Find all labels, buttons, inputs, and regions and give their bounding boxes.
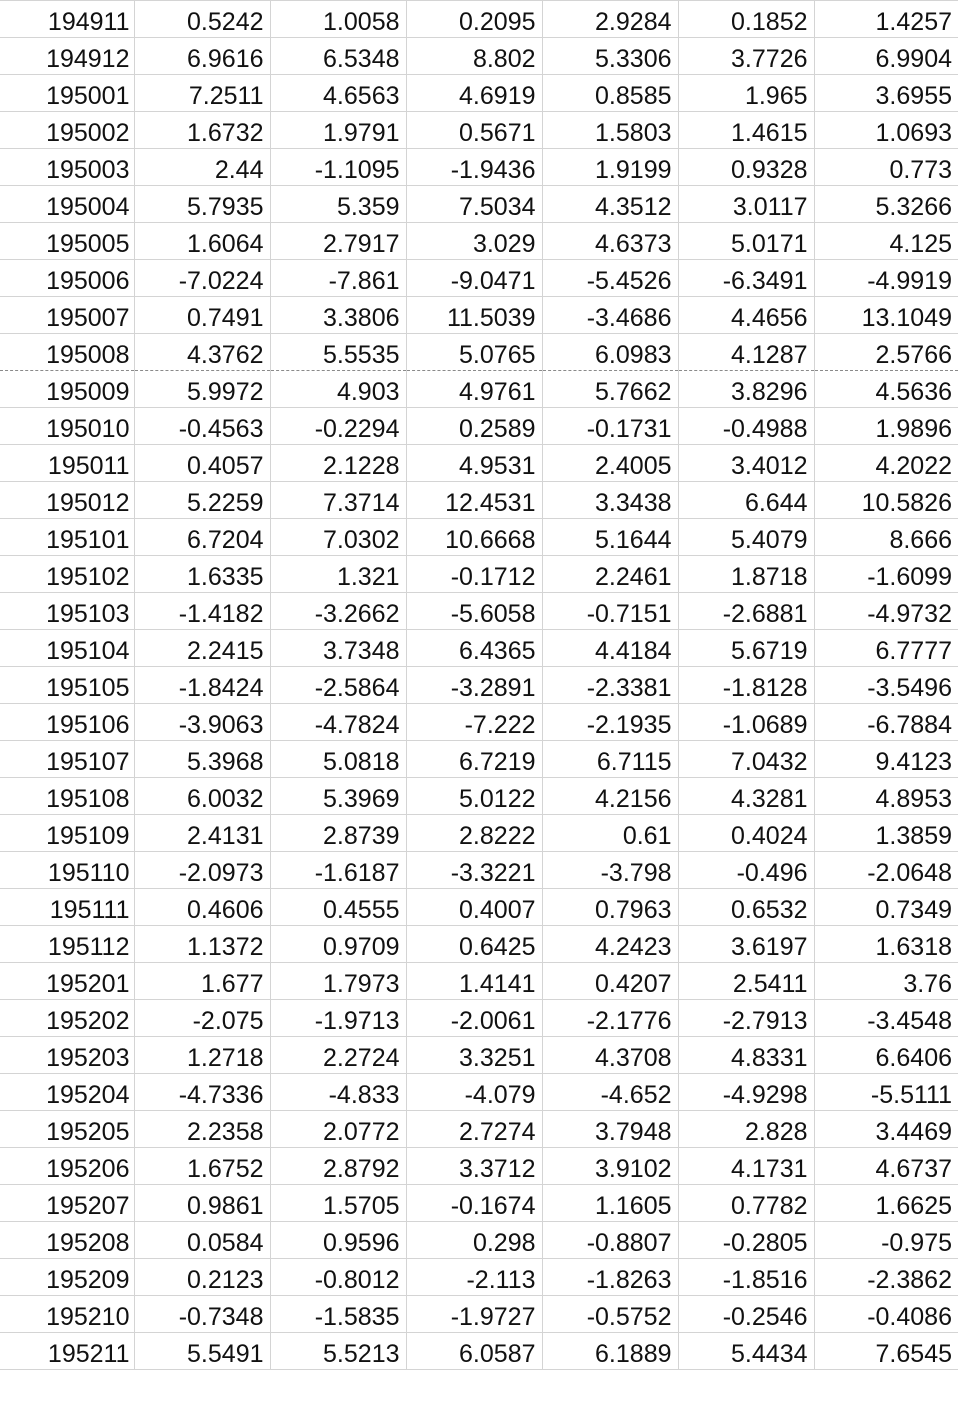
value-cell[interactable]: 1.6625: [814, 1185, 958, 1222]
date-cell[interactable]: 195102: [0, 556, 134, 593]
value-cell[interactable]: 3.7726: [678, 38, 814, 75]
table-row: [0, 556, 958, 593]
value-cell[interactable]: 7.0432: [678, 741, 814, 778]
date-cell[interactable]: 195101: [0, 519, 134, 556]
table-row: [0, 778, 958, 815]
value-cell[interactable]: 3.3438: [542, 482, 678, 519]
value-cell[interactable]: -0.975: [814, 1222, 958, 1259]
value-cell[interactable]: 0.7349: [814, 889, 958, 926]
value-cell[interactable]: 2.7274: [406, 1111, 542, 1148]
value-cell[interactable]: -1.9727: [406, 1296, 542, 1333]
value-cell[interactable]: 1.9199: [542, 149, 678, 186]
value-cell[interactable]: -0.4086: [814, 1296, 958, 1333]
value-cell[interactable]: 6.0587: [406, 1333, 542, 1370]
table-row: [0, 1222, 958, 1259]
value-cell[interactable]: 5.3266: [814, 186, 958, 223]
value-cell[interactable]: 4.3512: [542, 186, 678, 223]
value-cell[interactable]: 4.6563: [270, 75, 406, 112]
date-cell[interactable]: 195211: [0, 1333, 134, 1370]
value-cell[interactable]: -0.2805: [678, 1222, 814, 1259]
date-cell[interactable]: 195108: [0, 778, 134, 815]
table-row: [0, 482, 958, 519]
value-cell[interactable]: 4.8953: [814, 778, 958, 815]
table-row: [0, 1111, 958, 1148]
value-cell[interactable]: 2.8792: [270, 1148, 406, 1185]
value-cell[interactable]: 3.4012: [678, 445, 814, 482]
value-cell[interactable]: 5.4434: [678, 1333, 814, 1370]
value-cell[interactable]: 2.4005: [542, 445, 678, 482]
value-cell[interactable]: 2.44: [134, 149, 270, 186]
value-cell[interactable]: 5.3969: [270, 778, 406, 815]
table-row: [0, 223, 958, 260]
value-cell[interactable]: 2.4131: [134, 815, 270, 852]
value-cell[interactable]: 9.4123: [814, 741, 958, 778]
value-cell[interactable]: 5.5535: [270, 334, 406, 371]
value-cell[interactable]: -1.6099: [814, 556, 958, 593]
value-cell[interactable]: 1.0693: [814, 112, 958, 149]
value-cell[interactable]: 1.321: [270, 556, 406, 593]
value-cell[interactable]: 4.125: [814, 223, 958, 260]
value-cell[interactable]: -1.4182: [134, 593, 270, 630]
value-cell[interactable]: -0.4988: [678, 408, 814, 445]
value-cell[interactable]: 1.677: [134, 963, 270, 1000]
date-cell[interactable]: 195202: [0, 1000, 134, 1037]
table-row: [0, 334, 958, 371]
value-cell[interactable]: 5.7662: [542, 371, 678, 408]
value-cell[interactable]: 8.802: [406, 38, 542, 75]
value-cell[interactable]: 2.2724: [270, 1037, 406, 1074]
table-row: [0, 260, 958, 297]
date-cell[interactable]: 195210: [0, 1296, 134, 1333]
table-row: [0, 630, 958, 667]
value-cell[interactable]: 5.5491: [134, 1333, 270, 1370]
value-cell[interactable]: 4.4184: [542, 630, 678, 667]
value-cell[interactable]: 3.3251: [406, 1037, 542, 1074]
value-cell[interactable]: 0.4606: [134, 889, 270, 926]
value-cell[interactable]: -5.6058: [406, 593, 542, 630]
value-cell[interactable]: 1.5803: [542, 112, 678, 149]
date-cell[interactable]: 195106: [0, 704, 134, 741]
value-cell[interactable]: -4.9919: [814, 260, 958, 297]
value-cell[interactable]: -6.3491: [678, 260, 814, 297]
date-cell[interactable]: 195104: [0, 630, 134, 667]
value-cell[interactable]: 1.9791: [270, 112, 406, 149]
value-cell[interactable]: 4.1731: [678, 1148, 814, 1185]
table-row: [0, 852, 958, 889]
value-cell[interactable]: -7.861: [270, 260, 406, 297]
value-cell[interactable]: -0.8012: [270, 1259, 406, 1296]
value-cell[interactable]: -2.6881: [678, 593, 814, 630]
table-row: [0, 149, 958, 186]
value-cell[interactable]: 7.6545: [814, 1333, 958, 1370]
value-cell[interactable]: 7.3714: [270, 482, 406, 519]
value-cell[interactable]: 1.6732: [134, 112, 270, 149]
value-cell[interactable]: 6.6406: [814, 1037, 958, 1074]
value-cell[interactable]: -2.0061: [406, 1000, 542, 1037]
value-cell[interactable]: 0.4024: [678, 815, 814, 852]
value-cell[interactable]: -2.5864: [270, 667, 406, 704]
value-cell[interactable]: 5.9972: [134, 371, 270, 408]
value-cell[interactable]: -0.2294: [270, 408, 406, 445]
value-cell[interactable]: -0.1674: [406, 1185, 542, 1222]
value-cell[interactable]: 1.3859: [814, 815, 958, 852]
value-cell[interactable]: 1.965: [678, 75, 814, 112]
value-cell[interactable]: 6.9904: [814, 38, 958, 75]
value-cell[interactable]: 5.1644: [542, 519, 678, 556]
value-cell[interactable]: 2.8222: [406, 815, 542, 852]
value-cell[interactable]: -1.1095: [270, 149, 406, 186]
value-cell[interactable]: -2.3381: [542, 667, 678, 704]
date-cell[interactable]: 195204: [0, 1074, 134, 1111]
date-cell[interactable]: 195207: [0, 1185, 134, 1222]
date-cell[interactable]: 195208: [0, 1222, 134, 1259]
value-cell[interactable]: -9.0471: [406, 260, 542, 297]
value-cell[interactable]: 1.6064: [134, 223, 270, 260]
table-row: [0, 371, 958, 408]
value-cell[interactable]: 6.0983: [542, 334, 678, 371]
value-cell[interactable]: 0.1852: [678, 1, 814, 38]
date-cell[interactable]: 195107: [0, 741, 134, 778]
date-cell[interactable]: 195001: [0, 75, 134, 112]
value-cell[interactable]: 10.5826: [814, 482, 958, 519]
value-cell[interactable]: -0.1731: [542, 408, 678, 445]
value-cell[interactable]: 0.9596: [270, 1222, 406, 1259]
table-row: [0, 1148, 958, 1185]
value-cell[interactable]: -7.222: [406, 704, 542, 741]
value-cell[interactable]: 4.6373: [542, 223, 678, 260]
value-cell[interactable]: 1.6318: [814, 926, 958, 963]
value-cell[interactable]: -0.5752: [542, 1296, 678, 1333]
value-cell[interactable]: 5.2259: [134, 482, 270, 519]
table-row: [0, 1074, 958, 1111]
value-cell[interactable]: -2.7913: [678, 1000, 814, 1037]
value-cell[interactable]: 0.5242: [134, 1, 270, 38]
value-cell[interactable]: 1.0058: [270, 1, 406, 38]
value-cell[interactable]: 4.3762: [134, 334, 270, 371]
date-cell[interactable]: 195005: [0, 223, 134, 260]
value-cell[interactable]: 3.3806: [270, 297, 406, 334]
value-cell[interactable]: 0.4207: [542, 963, 678, 1000]
table-row: [0, 741, 958, 778]
date-cell[interactable]: 195003: [0, 149, 134, 186]
date-cell[interactable]: 195008: [0, 334, 134, 371]
value-cell[interactable]: 4.4656: [678, 297, 814, 334]
value-cell[interactable]: -3.798: [542, 852, 678, 889]
value-cell[interactable]: -3.9063: [134, 704, 270, 741]
value-cell[interactable]: -0.7348: [134, 1296, 270, 1333]
value-cell[interactable]: 4.6919: [406, 75, 542, 112]
spreadsheet-body: [0, 1, 958, 1370]
value-cell[interactable]: 6.7219: [406, 741, 542, 778]
table-row: [0, 408, 958, 445]
value-cell[interactable]: 6.0032: [134, 778, 270, 815]
value-cell[interactable]: 0.7963: [542, 889, 678, 926]
table-row: [0, 112, 958, 149]
date-cell[interactable]: 195111: [0, 889, 134, 926]
value-cell[interactable]: 5.3968: [134, 741, 270, 778]
value-cell[interactable]: 6.9616: [134, 38, 270, 75]
value-cell[interactable]: -2.075: [134, 1000, 270, 1037]
date-cell[interactable]: 195205: [0, 1111, 134, 1148]
value-cell[interactable]: 12.4531: [406, 482, 542, 519]
table-row: [0, 963, 958, 1000]
value-cell[interactable]: 0.61: [542, 815, 678, 852]
date-cell[interactable]: 195004: [0, 186, 134, 223]
value-cell[interactable]: 0.0584: [134, 1222, 270, 1259]
value-cell[interactable]: -1.9436: [406, 149, 542, 186]
table-row: [0, 1185, 958, 1222]
value-cell[interactable]: 3.6197: [678, 926, 814, 963]
value-cell[interactable]: -4.9732: [814, 593, 958, 630]
date-cell[interactable]: 195002: [0, 112, 134, 149]
date-cell[interactable]: 195109: [0, 815, 134, 852]
value-cell[interactable]: 0.4057: [134, 445, 270, 482]
value-cell[interactable]: -3.4686: [542, 297, 678, 334]
value-cell[interactable]: 2.5766: [814, 334, 958, 371]
value-cell[interactable]: 5.6719: [678, 630, 814, 667]
value-cell[interactable]: 5.0122: [406, 778, 542, 815]
table-row: [0, 1000, 958, 1037]
table-row: [0, 1, 958, 38]
value-cell[interactable]: -1.8128: [678, 667, 814, 704]
value-cell[interactable]: 3.6955: [814, 75, 958, 112]
value-cell[interactable]: -1.8263: [542, 1259, 678, 1296]
table-row: [0, 445, 958, 482]
value-cell[interactable]: 6.7115: [542, 741, 678, 778]
value-cell[interactable]: 5.0171: [678, 223, 814, 260]
date-cell[interactable]: 194912: [0, 38, 134, 75]
value-cell[interactable]: -0.7151: [542, 593, 678, 630]
table-row: [0, 297, 958, 334]
value-cell[interactable]: 1.4257: [814, 1, 958, 38]
table-row: [0, 38, 958, 75]
value-cell[interactable]: 3.7948: [542, 1111, 678, 1148]
value-cell[interactable]: -5.5111: [814, 1074, 958, 1111]
value-cell[interactable]: 6.7204: [134, 519, 270, 556]
value-cell[interactable]: 5.0818: [270, 741, 406, 778]
value-cell[interactable]: -1.9713: [270, 1000, 406, 1037]
date-cell[interactable]: 195010: [0, 408, 134, 445]
value-cell[interactable]: 4.8331: [678, 1037, 814, 1074]
value-cell[interactable]: 1.9896: [814, 408, 958, 445]
date-cell[interactable]: 195103: [0, 593, 134, 630]
value-cell[interactable]: 5.0765: [406, 334, 542, 371]
value-cell[interactable]: 7.2511: [134, 75, 270, 112]
table-row: [0, 519, 958, 556]
value-cell[interactable]: -4.833: [270, 1074, 406, 1111]
date-cell[interactable]: 195201: [0, 963, 134, 1000]
value-cell[interactable]: 0.9328: [678, 149, 814, 186]
value-cell[interactable]: 1.8718: [678, 556, 814, 593]
table-row: [0, 1296, 958, 1333]
value-cell[interactable]: 0.7782: [678, 1185, 814, 1222]
date-cell[interactable]: 195006: [0, 260, 134, 297]
value-cell[interactable]: 2.7917: [270, 223, 406, 260]
value-cell[interactable]: 5.3306: [542, 38, 678, 75]
value-cell[interactable]: -2.3862: [814, 1259, 958, 1296]
value-cell[interactable]: 0.4555: [270, 889, 406, 926]
value-cell[interactable]: -1.8424: [134, 667, 270, 704]
value-cell[interactable]: 10.6668: [406, 519, 542, 556]
value-cell[interactable]: 4.1287: [678, 334, 814, 371]
value-cell[interactable]: 5.359: [270, 186, 406, 223]
value-cell[interactable]: -5.4526: [542, 260, 678, 297]
value-cell[interactable]: 3.7348: [270, 630, 406, 667]
value-cell[interactable]: -3.2662: [270, 593, 406, 630]
date-cell[interactable]: 195007: [0, 297, 134, 334]
value-cell[interactable]: -2.0973: [134, 852, 270, 889]
value-cell[interactable]: -2.0648: [814, 852, 958, 889]
table-row: [0, 1037, 958, 1074]
value-cell[interactable]: 1.6335: [134, 556, 270, 593]
value-cell[interactable]: 1.2718: [134, 1037, 270, 1074]
value-cell[interactable]: -2.1935: [542, 704, 678, 741]
value-cell[interactable]: 1.1605: [542, 1185, 678, 1222]
value-cell[interactable]: 2.1228: [270, 445, 406, 482]
date-cell[interactable]: 195012: [0, 482, 134, 519]
value-cell[interactable]: 8.666: [814, 519, 958, 556]
value-cell[interactable]: 0.2123: [134, 1259, 270, 1296]
date-cell[interactable]: 195009: [0, 371, 134, 408]
date-cell[interactable]: 195105: [0, 667, 134, 704]
value-cell[interactable]: -3.3221: [406, 852, 542, 889]
value-cell[interactable]: 3.029: [406, 223, 542, 260]
value-cell[interactable]: 0.773: [814, 149, 958, 186]
value-cell[interactable]: 0.2095: [406, 1, 542, 38]
value-cell[interactable]: 2.2415: [134, 630, 270, 667]
value-cell[interactable]: 2.9284: [542, 1, 678, 38]
value-cell[interactable]: -1.8516: [678, 1259, 814, 1296]
value-cell[interactable]: 4.3708: [542, 1037, 678, 1074]
value-cell[interactable]: 13.1049: [814, 297, 958, 334]
value-cell[interactable]: 5.7935: [134, 186, 270, 223]
value-cell[interactable]: -3.4548: [814, 1000, 958, 1037]
value-cell[interactable]: 1.5705: [270, 1185, 406, 1222]
value-cell[interactable]: 4.2423: [542, 926, 678, 963]
value-cell[interactable]: 6.644: [678, 482, 814, 519]
date-cell[interactable]: 195112: [0, 926, 134, 963]
value-cell[interactable]: 4.5636: [814, 371, 958, 408]
value-cell[interactable]: -6.7884: [814, 704, 958, 741]
table-row: [0, 593, 958, 630]
value-cell[interactable]: 5.5213: [270, 1333, 406, 1370]
value-cell[interactable]: 6.7777: [814, 630, 958, 667]
value-cell[interactable]: -3.5496: [814, 667, 958, 704]
value-cell[interactable]: 11.5039: [406, 297, 542, 334]
value-cell[interactable]: 0.9861: [134, 1185, 270, 1222]
value-cell[interactable]: 4.3281: [678, 778, 814, 815]
date-cell[interactable]: 195209: [0, 1259, 134, 1296]
value-cell[interactable]: 0.5671: [406, 112, 542, 149]
table-row: [0, 75, 958, 112]
value-cell[interactable]: -1.5835: [270, 1296, 406, 1333]
value-cell[interactable]: 1.6752: [134, 1148, 270, 1185]
value-cell[interactable]: -0.8807: [542, 1222, 678, 1259]
value-cell[interactable]: 3.8296: [678, 371, 814, 408]
value-cell[interactable]: -7.0224: [134, 260, 270, 297]
date-cell[interactable]: 195206: [0, 1148, 134, 1185]
value-cell[interactable]: 5.4079: [678, 519, 814, 556]
value-cell[interactable]: -4.079: [406, 1074, 542, 1111]
table-row: [0, 186, 958, 223]
value-cell[interactable]: -1.6187: [270, 852, 406, 889]
value-cell[interactable]: 0.6532: [678, 889, 814, 926]
value-cell[interactable]: -0.496: [678, 852, 814, 889]
value-cell[interactable]: 1.4615: [678, 112, 814, 149]
table-row: [0, 704, 958, 741]
value-cell[interactable]: -0.1712: [406, 556, 542, 593]
value-cell[interactable]: 1.1372: [134, 926, 270, 963]
value-cell[interactable]: 2.0772: [270, 1111, 406, 1148]
date-cell[interactable]: 195110: [0, 852, 134, 889]
value-cell[interactable]: 4.9531: [406, 445, 542, 482]
value-cell[interactable]: 4.9761: [406, 371, 542, 408]
date-cell[interactable]: 195203: [0, 1037, 134, 1074]
value-cell[interactable]: 2.8739: [270, 815, 406, 852]
value-cell[interactable]: 6.5348: [270, 38, 406, 75]
value-cell[interactable]: -4.7336: [134, 1074, 270, 1111]
value-cell[interactable]: 4.2156: [542, 778, 678, 815]
value-cell[interactable]: 0.6425: [406, 926, 542, 963]
date-cell[interactable]: 194911: [0, 1, 134, 38]
value-cell[interactable]: 0.4007: [406, 889, 542, 926]
value-cell[interactable]: -2.113: [406, 1259, 542, 1296]
value-cell[interactable]: 2.5411: [678, 963, 814, 1000]
value-cell[interactable]: 7.5034: [406, 186, 542, 223]
value-cell[interactable]: 0.2589: [406, 408, 542, 445]
value-cell[interactable]: -4.9298: [678, 1074, 814, 1111]
table-row: [0, 1333, 958, 1370]
value-cell[interactable]: 3.76: [814, 963, 958, 1000]
table-row: [0, 667, 958, 704]
value-cell[interactable]: -2.1776: [542, 1000, 678, 1037]
table-row: [0, 889, 958, 926]
value-cell[interactable]: -0.4563: [134, 408, 270, 445]
value-cell[interactable]: 6.4365: [406, 630, 542, 667]
value-cell[interactable]: 3.4469: [814, 1111, 958, 1148]
value-cell[interactable]: 3.9102: [542, 1148, 678, 1185]
value-cell[interactable]: 2.2461: [542, 556, 678, 593]
value-cell[interactable]: -1.0689: [678, 704, 814, 741]
value-cell[interactable]: 4.2022: [814, 445, 958, 482]
value-cell[interactable]: -4.652: [542, 1074, 678, 1111]
value-cell[interactable]: -4.7824: [270, 704, 406, 741]
value-cell[interactable]: 0.9709: [270, 926, 406, 963]
value-cell[interactable]: 2.2358: [134, 1111, 270, 1148]
value-cell[interactable]: -3.2891: [406, 667, 542, 704]
value-cell[interactable]: 4.6737: [814, 1148, 958, 1185]
value-cell[interactable]: 1.7973: [270, 963, 406, 1000]
date-cell[interactable]: 195011: [0, 445, 134, 482]
table-row: [0, 1259, 958, 1296]
value-cell[interactable]: 2.828: [678, 1111, 814, 1148]
table-row: [0, 815, 958, 852]
value-cell[interactable]: 1.4141: [406, 963, 542, 1000]
table-row: [0, 926, 958, 963]
value-cell[interactable]: 0.8585: [542, 75, 678, 112]
value-cell[interactable]: -0.2546: [678, 1296, 814, 1333]
value-cell[interactable]: 0.298: [406, 1222, 542, 1259]
value-cell[interactable]: 6.1889: [542, 1333, 678, 1370]
value-cell[interactable]: 7.0302: [270, 519, 406, 556]
value-cell[interactable]: 3.0117: [678, 186, 814, 223]
value-cell[interactable]: 0.7491: [134, 297, 270, 334]
value-cell[interactable]: 3.3712: [406, 1148, 542, 1185]
value-cell[interactable]: 4.903: [270, 371, 406, 408]
